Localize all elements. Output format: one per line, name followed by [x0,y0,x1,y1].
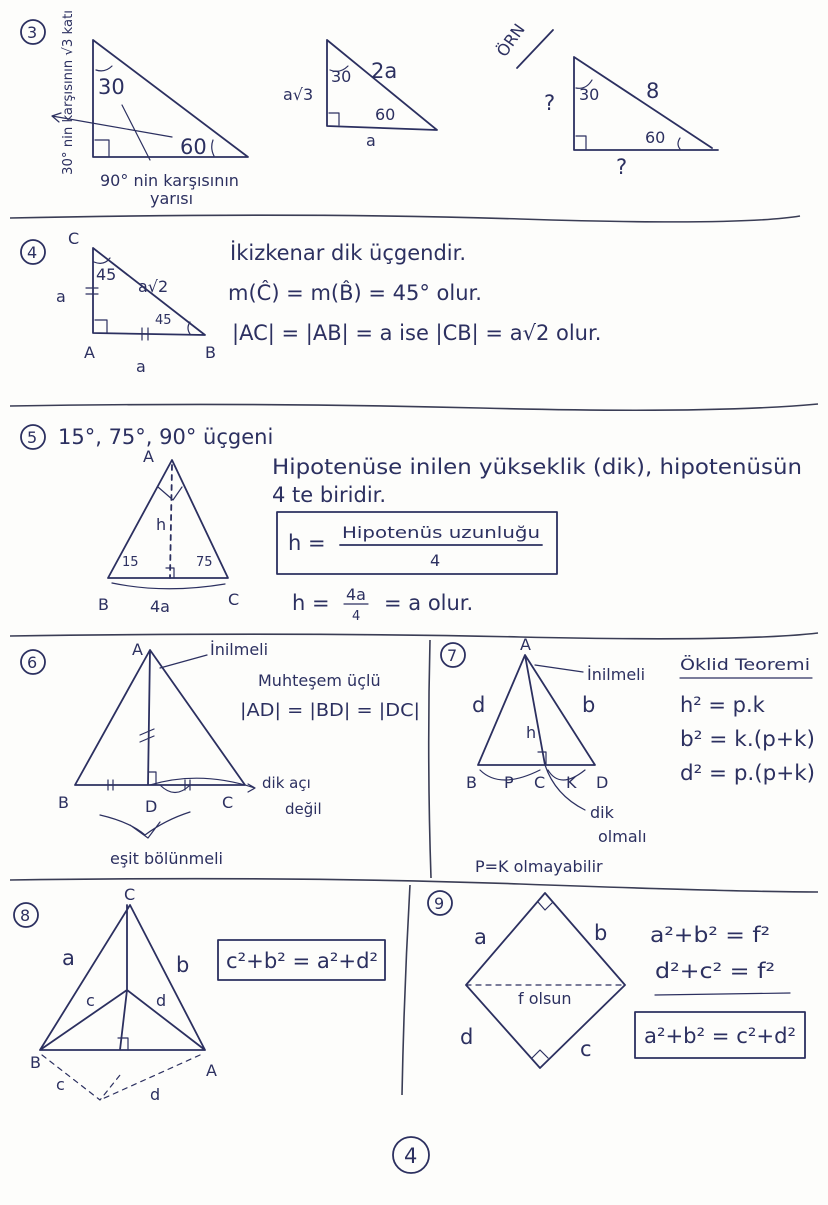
side-d: d [460,1025,474,1049]
vertex-b: B [30,1053,41,1072]
section-4 [21,229,601,376]
vertex-a: A [520,635,531,654]
divider [10,404,818,410]
note: dik açı [262,774,311,792]
angle-label: 60 [375,105,396,124]
underline [655,993,790,995]
note: değil [285,800,322,818]
height-label: h [526,723,537,742]
angle-label: 75 [196,555,213,570]
angle-label: 45 [155,313,172,328]
note: P=K olmayabilir [475,857,603,876]
section-title: Muhteşem üçlü [258,671,381,690]
quadrilateral [466,893,625,1068]
angle-label: 30 [331,67,352,86]
formula: c²+b² = a²+d² [226,949,378,973]
theorem-title: Öklid Teoremi [680,655,810,674]
formula: a²+b² = c²+d² [644,1024,796,1048]
formula-numerator: Hipotenüs uzunluğu [342,523,540,542]
divider [10,633,818,639]
section-number: 5 [27,428,38,447]
unknown-side: ? [544,91,556,115]
vertex-c: C [68,229,80,248]
result-lhs: h = [292,591,330,615]
equation: |AD| = |BD| = |DC| [240,700,420,721]
vertex-a: A [143,447,154,466]
hyp-label: 2a [371,59,398,83]
equation: d²+c² = f² [655,959,775,983]
equation: d² = p.(p+k) [680,761,815,785]
section-9 [428,891,805,1068]
note-line: |AC| = |AB| = a ise |CB| = a√2 olur. [232,321,602,345]
angle-label: 45 [96,265,117,284]
section-number: 7 [447,646,458,665]
section-7 [441,635,815,876]
section-number: 3 [27,23,38,42]
section-number: 9 [434,894,445,913]
note-line: m(Ĉ) = m(B̂) = 45° olur. [228,281,482,305]
vertex-a: A [206,1061,217,1080]
section-8 [14,885,385,1104]
result-rest: = a olur. [384,591,474,615]
vertex-a: A [84,343,95,362]
formula-denominator: 4 [430,551,441,570]
triangle-point [40,905,205,1050]
marks [108,655,207,793]
vertex-c: C [534,773,546,792]
angle-label: 30 [98,75,125,99]
note-line: 4 te biridir. [272,483,387,507]
example-label: ÖRN [492,20,529,61]
side-a: a [474,925,487,949]
side-label: a√3 [283,85,314,104]
side-label: a [56,287,66,306]
segment-d: d [156,991,167,1010]
vertex-c: C [228,590,240,609]
result-denominator: 4 [352,609,361,624]
height-label: h [156,515,167,534]
segment-d: d [150,1085,161,1104]
side-label: a [136,357,146,376]
side-b: b [582,693,596,717]
note-inilmeli: İnilmeli [587,665,646,684]
vertex-d: D [145,797,158,816]
note: eşit bölünmeli [110,849,223,868]
side-b: b [176,953,190,977]
divider [429,640,431,878]
vertex-d: D [596,773,609,792]
equation: a²+b² = f² [650,923,770,947]
vertex-b: B [205,343,216,362]
angle-label: 60 [645,128,666,147]
section-title: 15°, 75°, 90° üçgeni [58,425,274,449]
result-numerator: 4a [346,585,366,604]
bottom-label: 90° nin karşısının [100,171,239,190]
base-label: 4a [150,597,170,616]
segment-p: P [504,773,514,792]
diagonal-label: f olsun [518,989,572,1008]
segment-k: K [566,773,577,792]
vertex-b: B [466,773,477,792]
right-angle-mark [95,140,109,156]
vertex-b: B [58,793,69,812]
section-number: 6 [27,653,38,672]
angle-label: 30 [579,85,600,104]
side-a: a [62,946,75,970]
page-number: 4 [404,1144,418,1168]
bottom-label: yarısı [150,189,194,208]
vertex-c: C [222,793,234,812]
note: dik [590,803,614,822]
divider [10,215,800,222]
section-6 [21,640,420,868]
unknown-base: ? [616,155,628,179]
segment-c: c [86,991,95,1010]
angle-label: 60 [180,135,207,159]
divider [402,885,410,1095]
side-label: 30° nin karşısının √3 katı [61,13,76,175]
note-inilmeli: İnilmeli [210,640,269,659]
side-c: c [580,1037,592,1061]
section-3 [21,10,718,208]
vertex-b: B [98,595,109,614]
vertex-a: A [132,640,143,659]
angle-label: 15 [122,555,139,570]
side-b: b [594,921,608,945]
hyp-label: a√2 [138,277,169,296]
base-label: a [366,131,376,150]
dashed-lines [42,1055,200,1100]
section-number: 4 [27,243,38,262]
note-line: Hipotenüse inilen yükseklik (dik), hipotenüsün [272,455,802,479]
triangle-median [75,650,245,785]
hyp-label: 8 [646,79,660,103]
altitude [170,465,172,578]
equation: h² = p.k [680,693,765,717]
note-line: İkizkenar dik üçgendir. [230,241,466,265]
section-5 [21,425,802,624]
right-angle-marks [532,902,553,1058]
vertex-c: C [124,885,136,904]
note: olmalı [598,827,647,846]
equation: b² = k.(p+k) [680,727,815,751]
segment-c: c [56,1075,65,1094]
section-number: 8 [20,906,31,925]
side-d: d [472,693,486,717]
formula-lhs: h = [288,531,326,555]
